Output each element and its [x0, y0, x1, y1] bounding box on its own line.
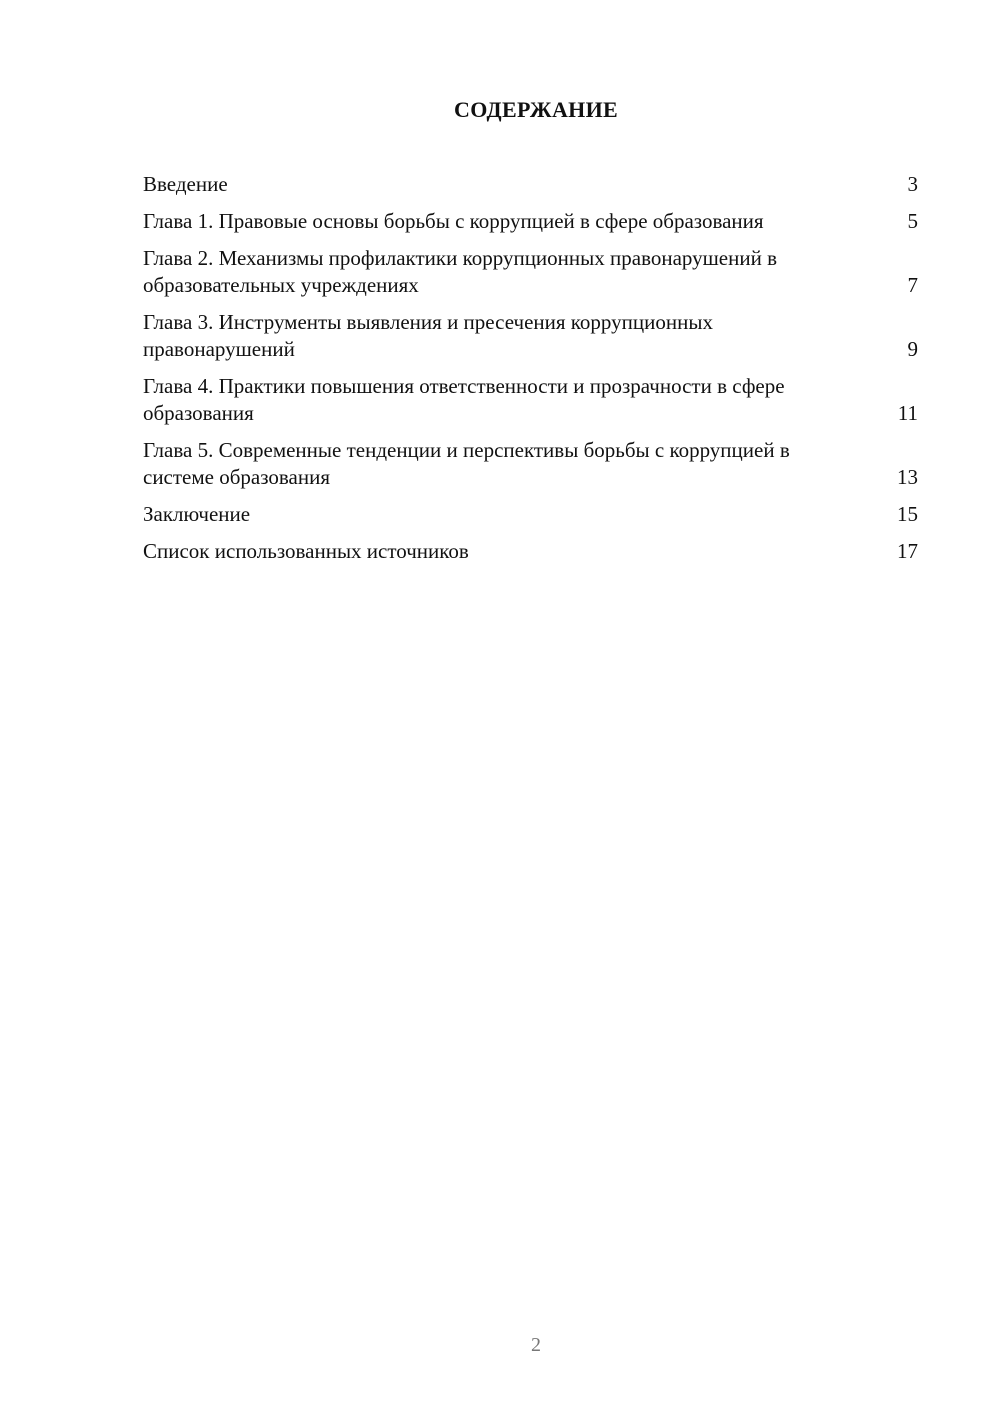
- toc-entry-page: 13: [897, 465, 918, 489]
- page-title: СОДЕРЖАНИЕ: [454, 97, 618, 122]
- toc-entry-text: Глава 4. Практики повышения ответственности и прозрачности в сфере образования: [143, 374, 785, 425]
- page-number: 2: [531, 1334, 541, 1356]
- toc-entry-text: Введение: [143, 172, 228, 196]
- toc-entry-references: [143, 538, 918, 565]
- toc-entry-page: 5: [907, 209, 918, 233]
- toc-entry-page: 11: [897, 401, 918, 425]
- toc-entry-text: Глава 5. Современные тенденции и перспективы борьбы с коррупцией в системе образования: [143, 438, 790, 489]
- toc-entry-text: Глава 2. Механизмы профилактики коррупционных правонарушений в образовательных учреждениях: [143, 246, 777, 297]
- toc-entry-chapter-4: [143, 373, 918, 427]
- toc-entry-chapter-1: [143, 208, 918, 235]
- toc-entry-page: 3: [907, 172, 918, 196]
- toc-entry-conclusion: [143, 501, 918, 528]
- toc-entry-text: Глава 3. Инструменты выявления и пресечения коррупционных правонарушений: [143, 310, 713, 361]
- toc-entry-chapter-3: [143, 309, 918, 363]
- toc-entry-page: 7: [907, 273, 918, 297]
- toc-entry-introduction: [143, 171, 918, 198]
- toc-entry-chapter-2: [143, 245, 918, 299]
- toc-entry-text: Заключение: [143, 502, 251, 526]
- toc-entry-page: 15: [897, 502, 918, 526]
- table-of-contents: [143, 171, 918, 575]
- toc-entry-text: Список использованных источников: [143, 539, 469, 563]
- toc-entry-chapter-5: [143, 437, 918, 491]
- toc-entry-page: 17: [897, 539, 918, 563]
- toc-entry-text: Глава 1. Правовые основы борьбы с коррупцией в сфере образования: [143, 209, 764, 233]
- toc-entry-page: 9: [907, 337, 918, 361]
